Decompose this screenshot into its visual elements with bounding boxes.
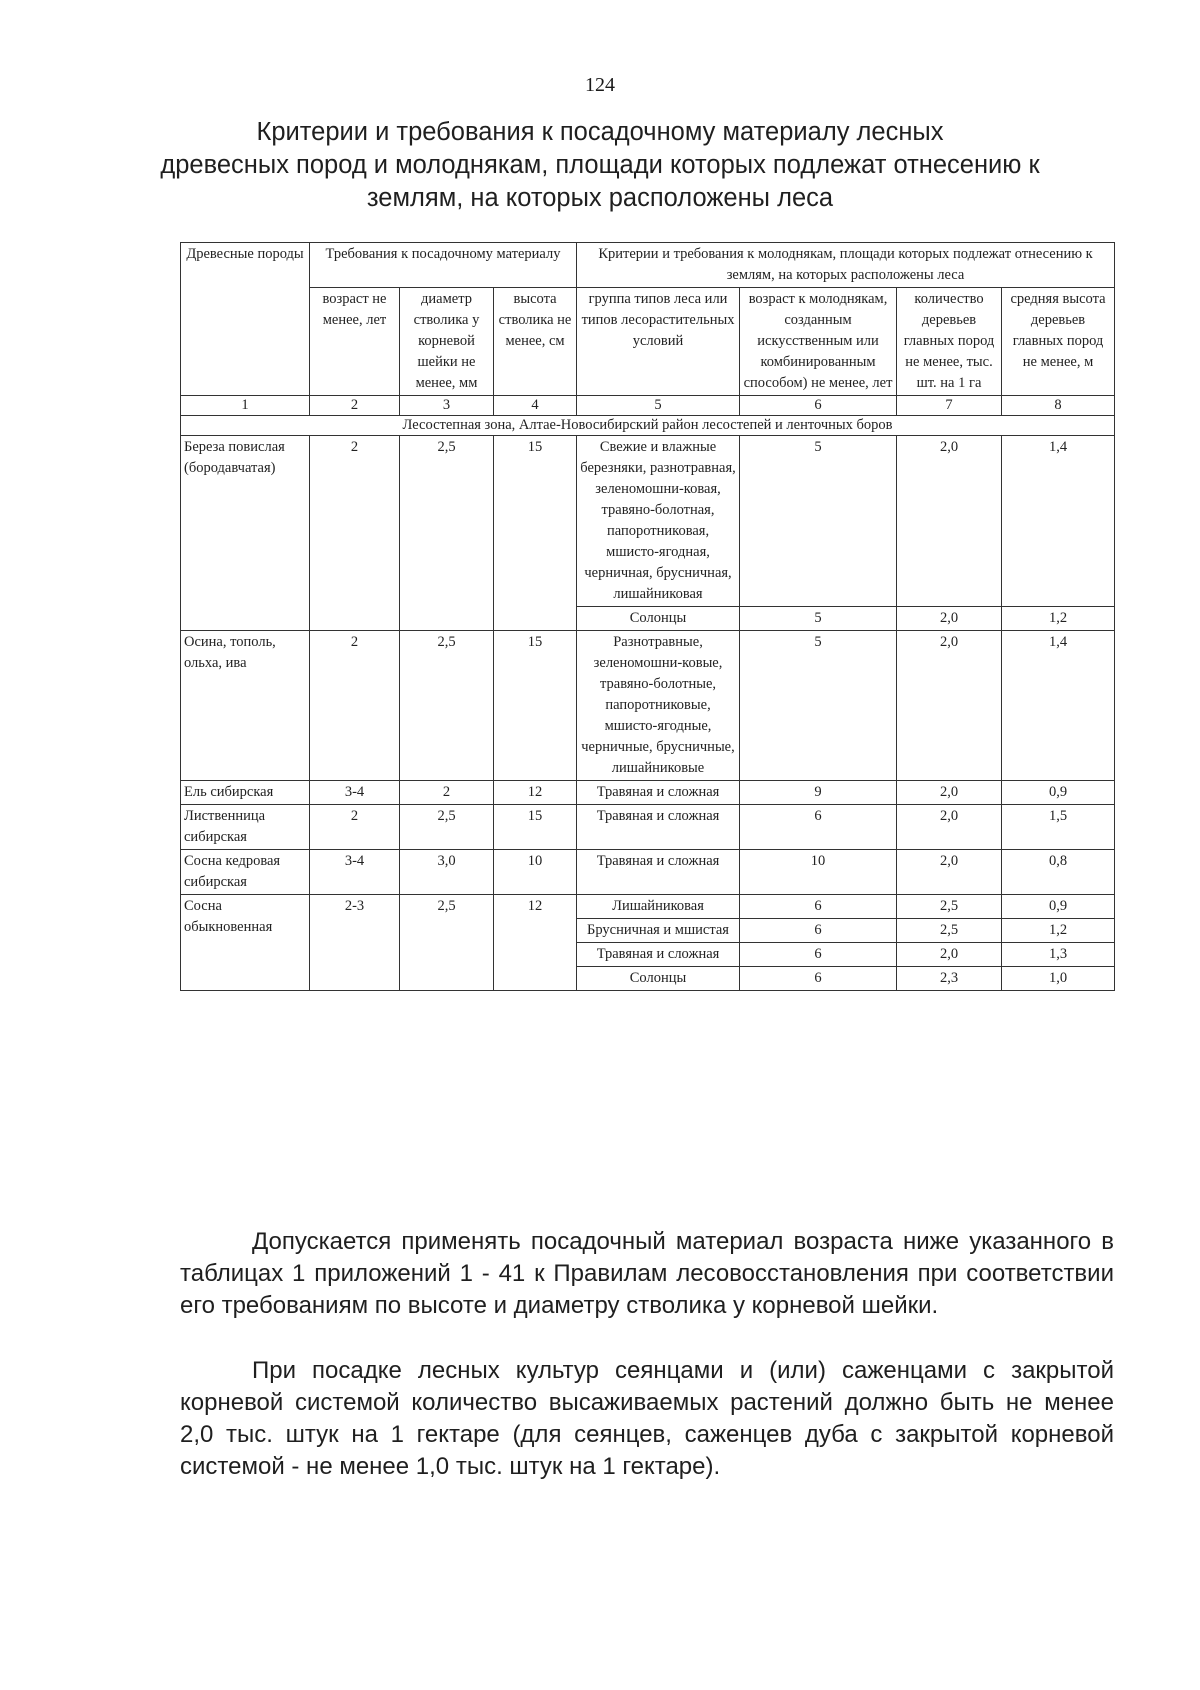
column-number: 8 xyxy=(1002,396,1115,416)
document-title xyxy=(150,116,1050,215)
avg-height-cell: 1,2 xyxy=(1002,919,1115,943)
column-number: 4 xyxy=(494,396,577,416)
title-line: Критерии и требования к посадочному материалу лесных xyxy=(256,118,944,146)
species-cell: Сосна обыкновенная xyxy=(181,895,310,991)
tree-count-cell: 2,3 xyxy=(897,967,1002,991)
paragraph-2-text: При посадке лесных культур сеянцами и (или) саженцами с закрытой корневой системой количество высаживаемых растений должно быть не менее 2,0 тыс. штук на 1 гектаре (для сеянцев, саженцев дуба с закрытой корневой системой - не менее 1,0 тыс. штук на 1 гектаре). xyxy=(180,1357,1114,1480)
avg-height-cell: 1,0 xyxy=(1002,967,1115,991)
young-age-cell: 6 xyxy=(740,919,897,943)
forest-type-cell: Брусничная и мшистая xyxy=(577,919,740,943)
young-age-cell: 9 xyxy=(740,781,897,805)
height-cell: 10 xyxy=(494,850,577,895)
avg-height-cell: 0,8 xyxy=(1002,850,1115,895)
tree-count-cell: 2,0 xyxy=(897,781,1002,805)
forest-type-cell: Разнотравные, зеленомошни-ковые, травяно-болотные, папоротниковые, мшисто-ягодные, черничные, брусничные, лишайниковые xyxy=(577,631,740,781)
header-col4: высота стволика не менее, см xyxy=(494,288,577,396)
column-number: 5 xyxy=(577,396,740,416)
zone-label: Лесостепная зона, Алтае-Новосибирский район лесостепей и ленточных боров xyxy=(181,416,1115,436)
column-number: 2 xyxy=(310,396,400,416)
header-row xyxy=(181,243,1115,288)
forest-type-cell: Травяная и сложная xyxy=(577,805,740,850)
header-col3: диаметр стволика у корневой шейки не менее, мм xyxy=(400,288,494,396)
young-age-cell: 6 xyxy=(740,895,897,919)
title-line: землям, на которых расположены леса xyxy=(366,184,834,212)
diameter-cell: 2 xyxy=(400,781,494,805)
paragraph-2 xyxy=(180,1355,1114,1483)
species-cell: Сосна кедровая сибирская xyxy=(181,850,310,895)
young-age-cell: 6 xyxy=(740,967,897,991)
height-cell: 12 xyxy=(494,895,577,991)
young-age-cell: 6 xyxy=(740,943,897,967)
forest-type-cell: Травяная и сложная xyxy=(577,850,740,895)
tree-count-cell: 2,0 xyxy=(897,436,1002,607)
avg-height-cell: 1,4 xyxy=(1002,436,1115,607)
tree-count-cell: 2,0 xyxy=(897,805,1002,850)
header-planting-group: Требования к посадочному материалу xyxy=(310,243,577,288)
age-cell: 2-3 xyxy=(310,895,400,991)
tree-count-cell: 2,0 xyxy=(897,850,1002,895)
table-row xyxy=(181,850,1115,895)
avg-height-cell: 0,9 xyxy=(1002,895,1115,919)
avg-height-cell: 1,2 xyxy=(1002,607,1115,631)
header-col8: средняя высота деревьев главных пород не менее, м xyxy=(1002,288,1115,396)
young-age-cell: 5 xyxy=(740,631,897,781)
age-cell: 2 xyxy=(310,436,400,631)
header-col6: возраст к молоднякам, созданным искусственным или комбинированным способом) не менее, лет xyxy=(740,288,897,396)
age-cell: 2 xyxy=(310,805,400,850)
column-number: 7 xyxy=(897,396,1002,416)
column-number: 6 xyxy=(740,396,897,416)
diameter-cell: 3,0 xyxy=(400,850,494,895)
diameter-cell: 2,5 xyxy=(400,631,494,781)
header-col2: возраст не менее, лет xyxy=(310,288,400,396)
header-subrow xyxy=(181,288,1115,396)
forest-type-cell: Лишайниковая xyxy=(577,895,740,919)
forest-type-cell: Травяная и сложная xyxy=(577,781,740,805)
header-col7: количество деревьев главных пород не менее, тыс. шт. на 1 га xyxy=(897,288,1002,396)
avg-height-cell: 1,4 xyxy=(1002,631,1115,781)
avg-height-cell: 1,5 xyxy=(1002,805,1115,850)
column-number-row xyxy=(181,396,1115,416)
forest-type-cell: Солонцы xyxy=(577,607,740,631)
species-cell: Береза повислая (бородавчатая) xyxy=(181,436,310,631)
column-number: 3 xyxy=(400,396,494,416)
paragraph-1-text: Допускается применять посадочный материал возраста ниже указанного в таблицах 1 приложений 1 - 41 к Правилам лесовосстановления при соответствии его требованиям по высоте и диаметру стволика у корневой шейки. xyxy=(180,1228,1114,1319)
paragraph-1 xyxy=(180,1226,1114,1322)
table-row xyxy=(181,631,1115,781)
forest-type-cell: Свежие и влажные березняки, разнотравная, зеленомошни-ковая, травяно-болотная, папоротниковая, мшисто-ягодная, черничная, брусничная, лишайниковая xyxy=(577,436,740,607)
table-row xyxy=(181,805,1115,850)
age-cell: 3-4 xyxy=(310,781,400,805)
avg-height-cell: 0,9 xyxy=(1002,781,1115,805)
young-age-cell: 10 xyxy=(740,850,897,895)
criteria-table xyxy=(180,242,1115,991)
table-row xyxy=(181,895,1115,919)
tree-count-cell: 2,0 xyxy=(897,943,1002,967)
forest-type-cell: Травяная и сложная xyxy=(577,943,740,967)
header-col5: группа типов леса или типов лесорастительных условий xyxy=(577,288,740,396)
height-cell: 12 xyxy=(494,781,577,805)
tree-count-cell: 2,0 xyxy=(897,631,1002,781)
tree-count-cell: 2,5 xyxy=(897,895,1002,919)
column-number: 1 xyxy=(181,396,310,416)
diameter-cell: 2,5 xyxy=(400,895,494,991)
diameter-cell: 2,5 xyxy=(400,805,494,850)
age-cell: 2 xyxy=(310,631,400,781)
avg-height-cell: 1,3 xyxy=(1002,943,1115,967)
title-line: древесных пород и молоднякам, площади которых подлежат отнесению к xyxy=(160,151,1040,179)
header-young-group: Критерии и требования к молоднякам, площади которых подлежат отнесению к землям, на которых расположены леса xyxy=(577,243,1115,288)
species-cell: Лиственница сибирская xyxy=(181,805,310,850)
diameter-cell: 2,5 xyxy=(400,436,494,631)
age-cell: 3-4 xyxy=(310,850,400,895)
height-cell: 15 xyxy=(494,436,577,631)
tree-count-cell: 2,0 xyxy=(897,607,1002,631)
forest-type-cell: Солонцы xyxy=(577,967,740,991)
height-cell: 15 xyxy=(494,631,577,781)
zone-row xyxy=(181,416,1115,436)
page-number: 124 xyxy=(585,74,615,96)
table-row xyxy=(181,436,1115,607)
young-age-cell: 5 xyxy=(740,607,897,631)
young-age-cell: 6 xyxy=(740,805,897,850)
species-cell: Ель сибирская xyxy=(181,781,310,805)
young-age-cell: 5 xyxy=(740,436,897,607)
header-species: Древесные породы xyxy=(181,243,310,396)
height-cell: 15 xyxy=(494,805,577,850)
tree-count-cell: 2,5 xyxy=(897,919,1002,943)
table-row xyxy=(181,781,1115,805)
species-cell: Осина, тополь, ольха, ива xyxy=(181,631,310,781)
